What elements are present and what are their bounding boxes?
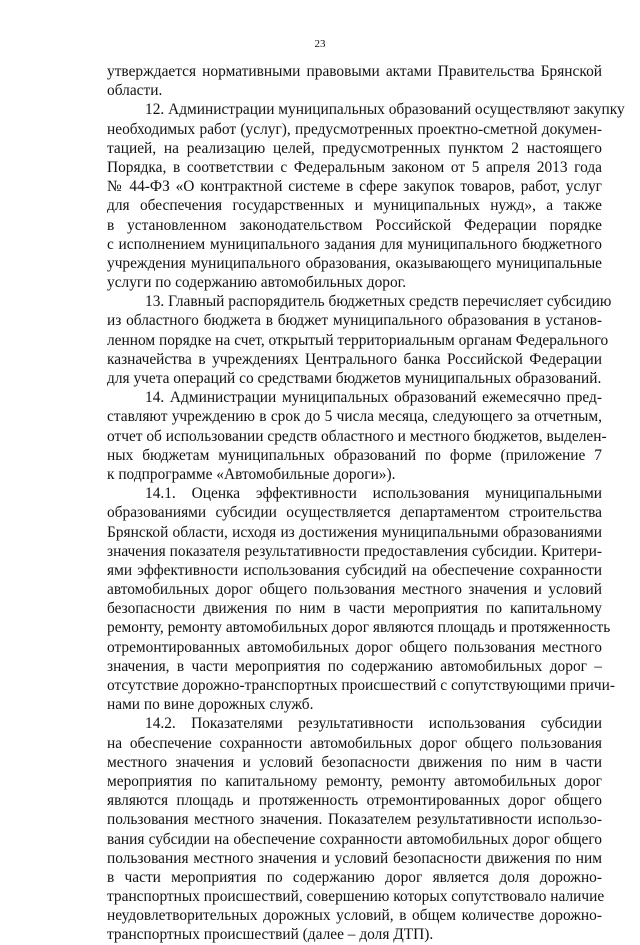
text-line: в установленном законодательством Российской Федерации порядке — [107, 216, 602, 234]
text-line: пользования местного значения и условий безопасности движения по ним — [107, 849, 602, 867]
text-line: для обеспечения государственных и муниципальных нужд», а также — [107, 197, 602, 215]
text-line: мероприятия по капитальному ремонту, ремонту автомобильных дорог — [107, 772, 602, 790]
text-line: неудовлетворительных дорожных условий, в общем количестве дорожно- — [107, 907, 602, 925]
text-line: 13. Главный распорядитель бюджетных средств перечисляет субсидию — [145, 293, 612, 311]
text-line: утверждается нормативными правовыми актами Правительства Брянской — [107, 63, 602, 80]
text-line: тацией, на реализацию целей, предусмотренных пунктом 2 настоящего — [107, 139, 602, 157]
text-line: Брянской области, исходя из достижения муниципальными образованиями — [107, 523, 602, 541]
text-line: № 44-ФЗ «О контрактной системе в сфере закупок товаров, работ, услуг — [107, 178, 602, 196]
text-line: нами по вине дорожных служб. — [107, 696, 314, 714]
text-line: 12. Администрации муниципальных образований осуществляют закупку — [145, 101, 625, 119]
text-line: из областного бюджета в бюджет муниципального образования в установ- — [107, 312, 602, 330]
text-line: казначейства в учреждениях Центрального банка Российской Федерации — [107, 350, 602, 368]
text-line: значения показателя результативности предоставления субсидии. Критери- — [107, 542, 602, 560]
text-line: в части мероприятия по содержанию дорог является доля дорожно- — [107, 868, 602, 886]
text-line: вания субсидии на обеспечение сохранности автомобильных дорог общего — [107, 830, 602, 848]
text-line: с исполнением муниципального задания для муниципального бюджетного — [107, 235, 602, 253]
text-line: безопасности движения по ним в части мероприятия по капитальному — [107, 600, 602, 618]
text-line: 14.2. Показателями результативности использования субсидии — [145, 715, 602, 733]
text-line: на обеспечение сохранности автомобильных дорог общего пользования — [107, 734, 602, 752]
text-line: ных бюджетам муниципальных образований по форме (приложение 7 — [107, 446, 602, 464]
page-number: 23 — [314, 38, 326, 50]
text-line: ями эффективности использования субсидий на обеспечение сохранности — [107, 561, 602, 579]
text-line: услуги по содержанию автомобильных дорог. — [107, 274, 407, 292]
text-line: пользования местного значения. Показателем результативности использо- — [107, 811, 602, 829]
text-line: отчет об использовании средств областного и местного бюджетов, выделен- — [107, 427, 607, 445]
text-line: для учета операций со средствами бюджетов муниципальных образований. — [107, 370, 602, 387]
text-line: отремонтированных автомобильных дорог общего пользования местного — [107, 638, 602, 656]
text-line: учреждения муниципального образования, оказывающего муниципальные — [107, 254, 602, 272]
text-line: к подпрограмме «Автомобильные дороги»). — [107, 465, 396, 483]
text-line: образованиями субсидии осуществляется департаментом строительства — [107, 504, 602, 522]
text-line: Порядка, в соответствии с Федеральным законом от 5 апреля 2013 года — [107, 158, 602, 176]
text-line: ставляют учреждению в срок до 5 числа месяца, следующего за отчетным, — [107, 408, 602, 426]
text-line: автомобильных дорог общего пользования местного значения и условий — [107, 581, 602, 599]
text-line: транспортных происшествий (далее – доля ДТП). — [107, 926, 434, 944]
text-line: ленном порядке на счет, открытый территориальным органам Федерального — [107, 331, 609, 349]
text-line: необходимых работ (услуг), предусмотренных проектно-сметной докумен- — [107, 120, 602, 138]
text-line: области. — [107, 82, 163, 100]
text-line: отсутствие дорожно-транспортных происшествий с сопутствующими причи- — [107, 677, 616, 694]
text-line: являются площадь и протяженность отремонтированных дорог общего — [107, 792, 602, 810]
document-body — [107, 62, 625, 945]
text-line: 14. Администрации муниципальных образований ежемесячно пред- — [145, 389, 602, 407]
text-line: ремонту, ремонту автомобильных дорог являются площадь и протяженность — [107, 619, 611, 637]
text-line: транспортных происшествий, совершению которых сопутствовало наличие — [107, 888, 605, 906]
text-line: 14.1. Оценка эффективности использования муниципальными — [145, 485, 602, 503]
text-line: местного значения и условий безопасности движения по ним в части — [107, 753, 602, 771]
text-line: значения, в части мероприятия по содержанию автомобильных дорог – — [107, 657, 602, 675]
